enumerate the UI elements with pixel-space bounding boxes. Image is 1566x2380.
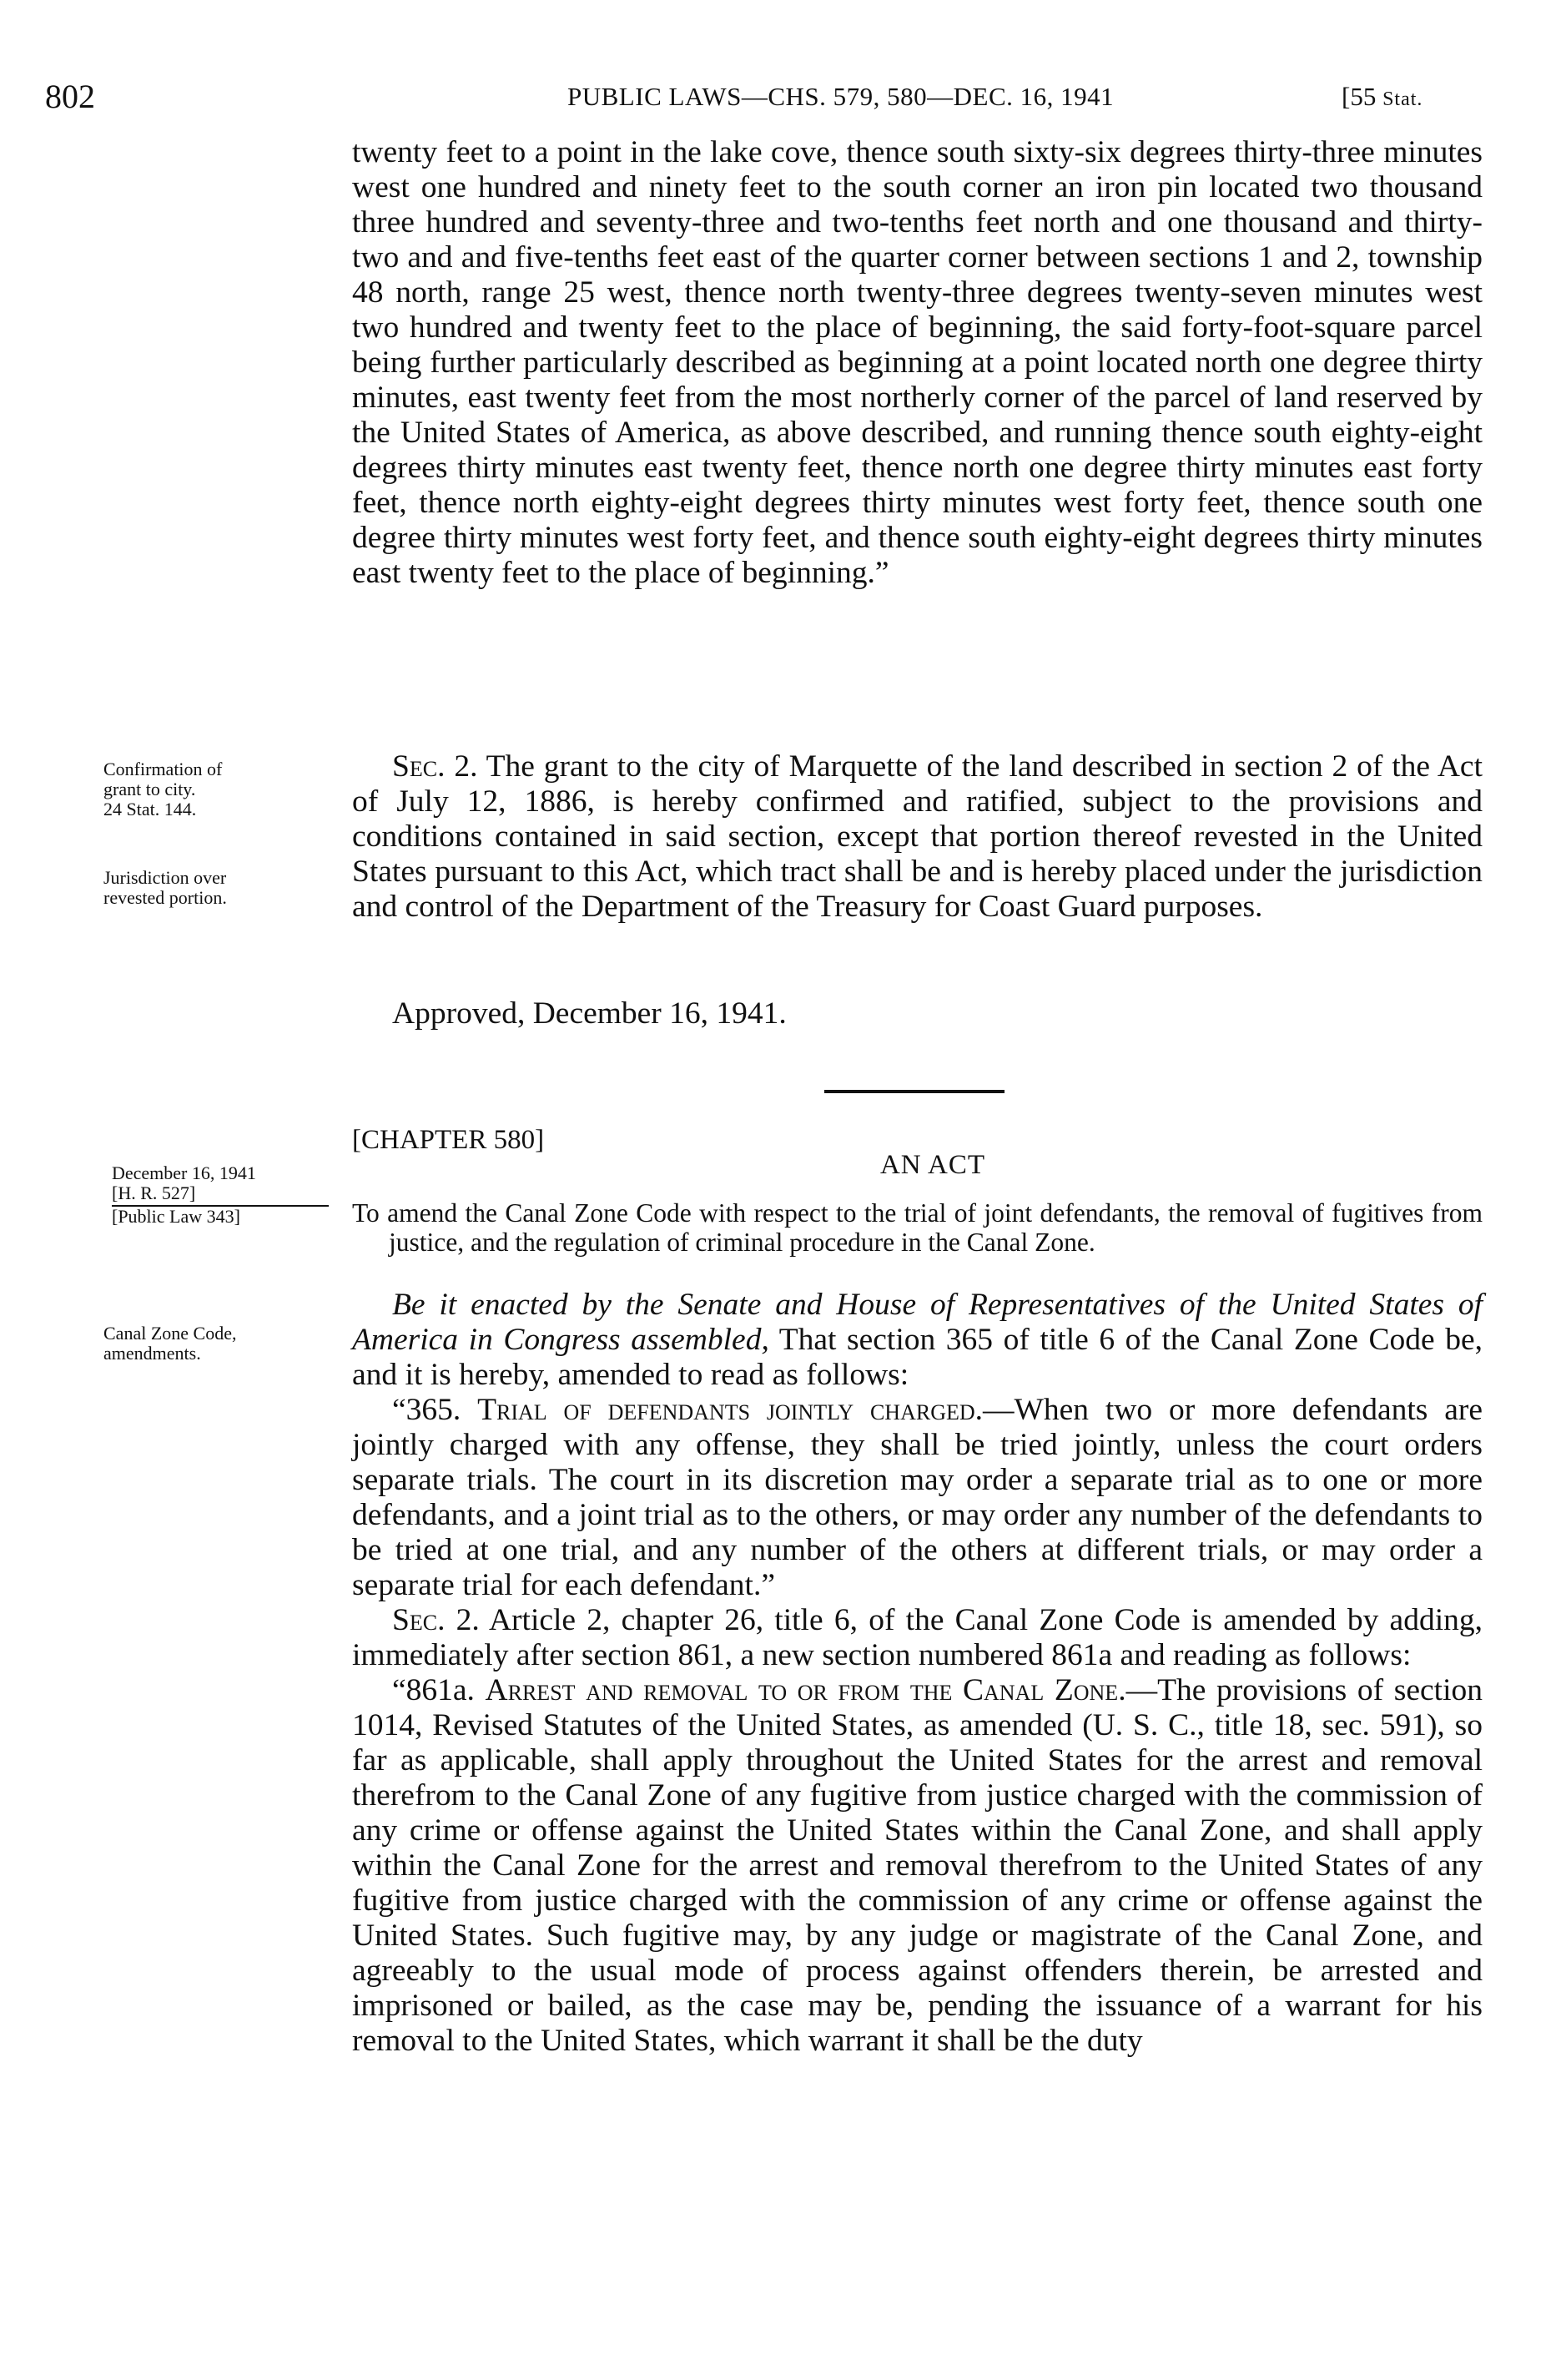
divider-rule (824, 1090, 1005, 1093)
page-header (45, 77, 1463, 127)
act-purpose-text: To amend the Canal Zone Code with respect to the trial of joint defendants, the removal of fugitives from justice, and the regulation of criminal procedure in the Canal Zone. (352, 1198, 1483, 1258)
sec2-text: The grant to the city of Marquette of the land described in section 2 of the Act of July 12, 1886, is hereby confirmed and ratified, subject to the provisions and conditions contained in said section, except that portion thereof revested in the United States pursuant to this Act, which tract shall be and is hereby placed under the jurisdiction and control of the Department of the Treasury for Coast Guard purposes. (352, 749, 1483, 924)
margin-line: Jurisdiction over (103, 867, 227, 888)
margin-line: [Public Law 343] (112, 1205, 329, 1227)
sec365-number: “365. (392, 1393, 478, 1427)
sec2-canal-label: Sec. 2. (392, 1603, 480, 1637)
sec861a-heading: Arrest and removal to or from the Canal Zone. (485, 1673, 1126, 1707)
continued-description (352, 135, 1483, 591)
margin-line: [H. R. 527] (112, 1182, 196, 1204)
margin-line: Canal Zone Code, (103, 1323, 237, 1344)
stat-ref-prefix: [55 (1342, 82, 1383, 111)
margin-note-bill-info (112, 1163, 329, 1228)
enacting-text: That section 365 of title 6 of the Canal Zone Code be, and it is hereby, amended to read as follows: (352, 1323, 1483, 1392)
running-title: PUBLIC LAWS—CHS. 579, 580—DEC. 16, 1941 (567, 82, 1115, 111)
sec2-canal-text: Article 2, chapter 26, title 6, of the Canal Zone Code is amended by adding, immediately after section 861, a new section numbered 861a and reading as follows: (352, 1603, 1483, 1672)
top-paragraph: twenty feet to a point in the lake cove, thence south sixty-six degrees thirty-three minutes west one hundred and ninety feet to the south corner an iron pin located two thousand three hundred and seventy-three and two-tenths feet north and one thousand and thirty-two and and five-tenths feet east of the quarter corner between sections 1 and 2, township 48 north, range 25 west, thence north twenty-three degrees twenty-seven minutes west two hundred and twenty feet to the place of beginning, the said forty-foot-square parcel being further particularly described as beginning at a point located north one degree thirty minutes, east twenty feet from the most northerly corner of the parcel of land reserved by the United States of America, as above described, and running thence south eighty-eight degrees thirty minutes east twenty feet, thence north one degree thirty minutes east forty feet, thence north eighty-eight degrees thirty minutes west forty feet, thence south one degree thirty minutes west forty feet, and thence south eighty-eight degrees thirty minutes east twenty feet to the place of beginning.” (352, 135, 1483, 590)
margin-note-canal-zone (83, 1324, 342, 1364)
section-861a (352, 1673, 1483, 2059)
margin-line: December 16, 1941 (112, 1162, 256, 1183)
section-2-confirmation (352, 749, 1483, 925)
section-365 (352, 1393, 1483, 1603)
sec2-label: Sec. 2. (392, 749, 478, 784)
margin-note-jurisdiction (83, 868, 342, 908)
sec365-text: —When two or more defendants are jointly charged with any offense, they shall be tried jointly, unless the court orders separate trials. The court in its discretion may order a separate trial as to one or more defendants, and a joint trial as to the others, or may order any number of the defendants to be tried at one trial, and any number of the others at different trials, or may order a separate trial for each defendant.” (352, 1393, 1483, 1602)
enacting-italic: Be it enacted by the Senate and House of Representatives of the United States of America in Congress assembled, (352, 1288, 1483, 1357)
margin-line: 24 Stat. 144. (103, 799, 197, 820)
margin-line: grant to city. (103, 779, 196, 800)
chapter-label: [CHAPTER 580] (352, 1125, 545, 1155)
page-number: 802 (45, 78, 95, 115)
approved-text: Approved, December 16, 1941. (392, 996, 787, 1031)
margin-line: Confirmation of (103, 759, 223, 779)
margin-line: revested portion. (103, 887, 227, 909)
act-heading: AN ACT (879, 1150, 986, 1180)
act-purpose (352, 1198, 1483, 1258)
enacting-clause (352, 1288, 1483, 1393)
approval-line (352, 996, 1483, 1031)
sec2-paragraph (352, 749, 1483, 925)
margin-line: amendments. (103, 1343, 201, 1364)
sec365-heading: Trial of defendants jointly charged. (477, 1393, 984, 1427)
stat-ref-smallcaps: Stat. (1382, 88, 1423, 110)
sec861a-number: “861a. (392, 1673, 486, 1707)
section-2-canal (352, 1603, 1483, 1673)
margin-note-confirmation (83, 759, 342, 820)
act-body (352, 1288, 1483, 2059)
statute-reference (1342, 82, 1422, 112)
sec861a-text: —The provisions of section 1014, Revised Statutes of the United States, as amended (U. S. C., title 18, sec. 591), so far as applicable, shall apply throughout the United States for the arrest and removal therefrom to the Canal Zone of any fugitive from justice charged with the commission of any crime or offense against the United States within the Canal Zone, and shall apply within the Canal Zone for the arrest and removal therefrom to the United States of any fugitive from justice charged with the commission of any crime or offense against the United States. Such fugitive may, by any judge or magistrate of the Canal Zone, and agreeably to the usual mode of process against offenders therein, be arrested and imprisoned or bailed, as the case may be, pending the issuance of a warrant for his removal to the United States, which warrant it shall be the duty (352, 1673, 1483, 2058)
